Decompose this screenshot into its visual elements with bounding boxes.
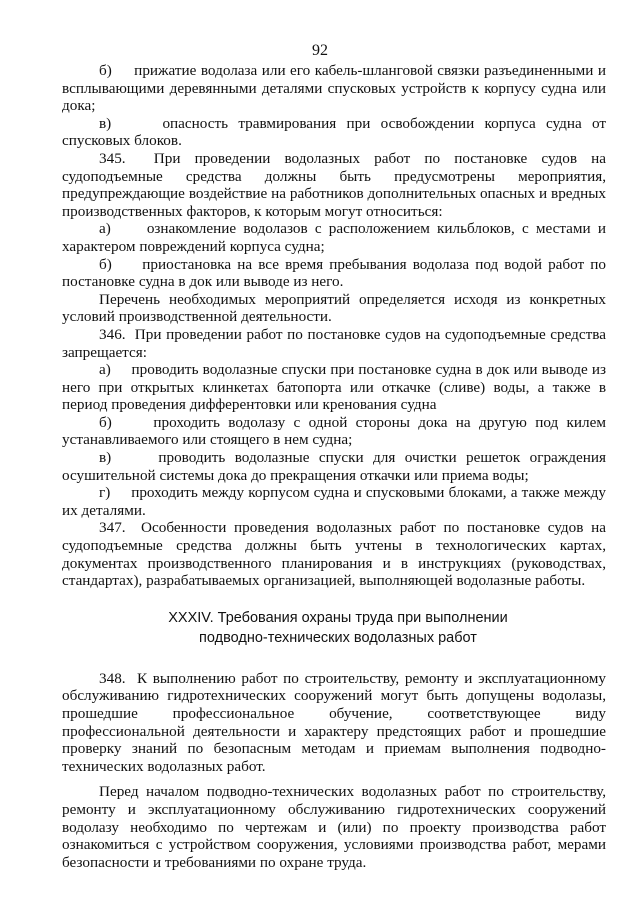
paragraph-345-note: Перечень необходимых мероприятий определяется исходя из конкретных условий производственной деятельности. xyxy=(62,290,606,326)
paragraph-346-g: г) проходить между корпусом судна и спусковыми блоками, а также между их деталями. xyxy=(62,484,606,519)
page-number: 92 xyxy=(312,42,328,59)
paragraph-347: 347. Особенности проведения водолазных работ по постановке судов на судоподъемные средства должны быть учтены в технологических картах, документах производственного планирования и в инструкциях (руководствах, стандартах), разрабатываемых организацией, выполняющей водолазные работы. xyxy=(62,519,606,590)
paragraph-348: 348. К выполнению работ по строительству, ремонту и эксплуатационному обслуживанию гидротехнических сооружений могут быть допущены водолазы, прошедшие профессиональное обучение, соответствующее виду профессиональной деятельности и характеру предстоящих работ и прошедшие проверку знаний по безопасным методам и приемам выполнения подводно-технических водолазных работ. xyxy=(62,669,606,775)
paragraph-348-continued: Перед началом подводно-технических водолазных работ по строительству, ремонту и эксплуатационному обслуживанию гидротехнических сооружений водолазу необходимо по чертежам и (или) по проекту производства работ ознакомиться с устройством сооружения, условиями производства работ, мерами безопасности и требованиями по охране труда. xyxy=(62,783,606,871)
paragraph-346: 346. При проведении работ по постановке судов на судоподъемные средства запрещается: xyxy=(62,325,606,361)
document-body xyxy=(62,62,606,871)
paragraph-346-v: в) проводить водолазные спуски для очистки решеток ограждения осушительной системы дока до прекращения откачки или приема воды; xyxy=(62,449,606,484)
section-heading-line-2: подводно-технических водолазных работ xyxy=(199,629,477,646)
section-heading-line-1: XXXIV. Требования охраны труда при выполнении xyxy=(168,609,508,626)
section-heading xyxy=(62,608,606,648)
paragraph-346-b: б) проходить водолазу с одной стороны дока на другую под килем устанавливаемого или стоящего в нем судна; xyxy=(62,413,606,449)
paragraph-345-a: а) ознакомление водолазов с расположением кильблоков, с местами и характером повреждений корпуса судна; xyxy=(62,220,606,255)
paragraph-item-b: б) прижатие водолаза или его кабель-шланговой связки разъединенными и всплывающими деревянными деталями спусковых устройств к корпусу судна или дока; xyxy=(62,62,606,115)
paragraph-item-v: в) опасность травмирования при освобождении корпуса судна от спусковых блоков. xyxy=(62,114,606,150)
paragraph-345: 345. При проведении водолазных работ по постановке судов на судоподъемные средства должны быть предусмотрены мероприятия, предупреждающие воздействие на работников дополнительных опасных и вредных производственных факторов, к которым могут относиться: xyxy=(62,149,606,220)
paragraph-345-b: б) приостановка на все время пребывания водолаза под водой работ по постановке судна в док или выводе из него. xyxy=(62,255,606,291)
paragraph-346-a: а) проводить водолазные спуски при постановке судна в док или выводе из него при открытых клинкетах батопорта или откачке (сливе) воды, а также в период проведения дифферентовки или кренования судна xyxy=(62,361,606,414)
